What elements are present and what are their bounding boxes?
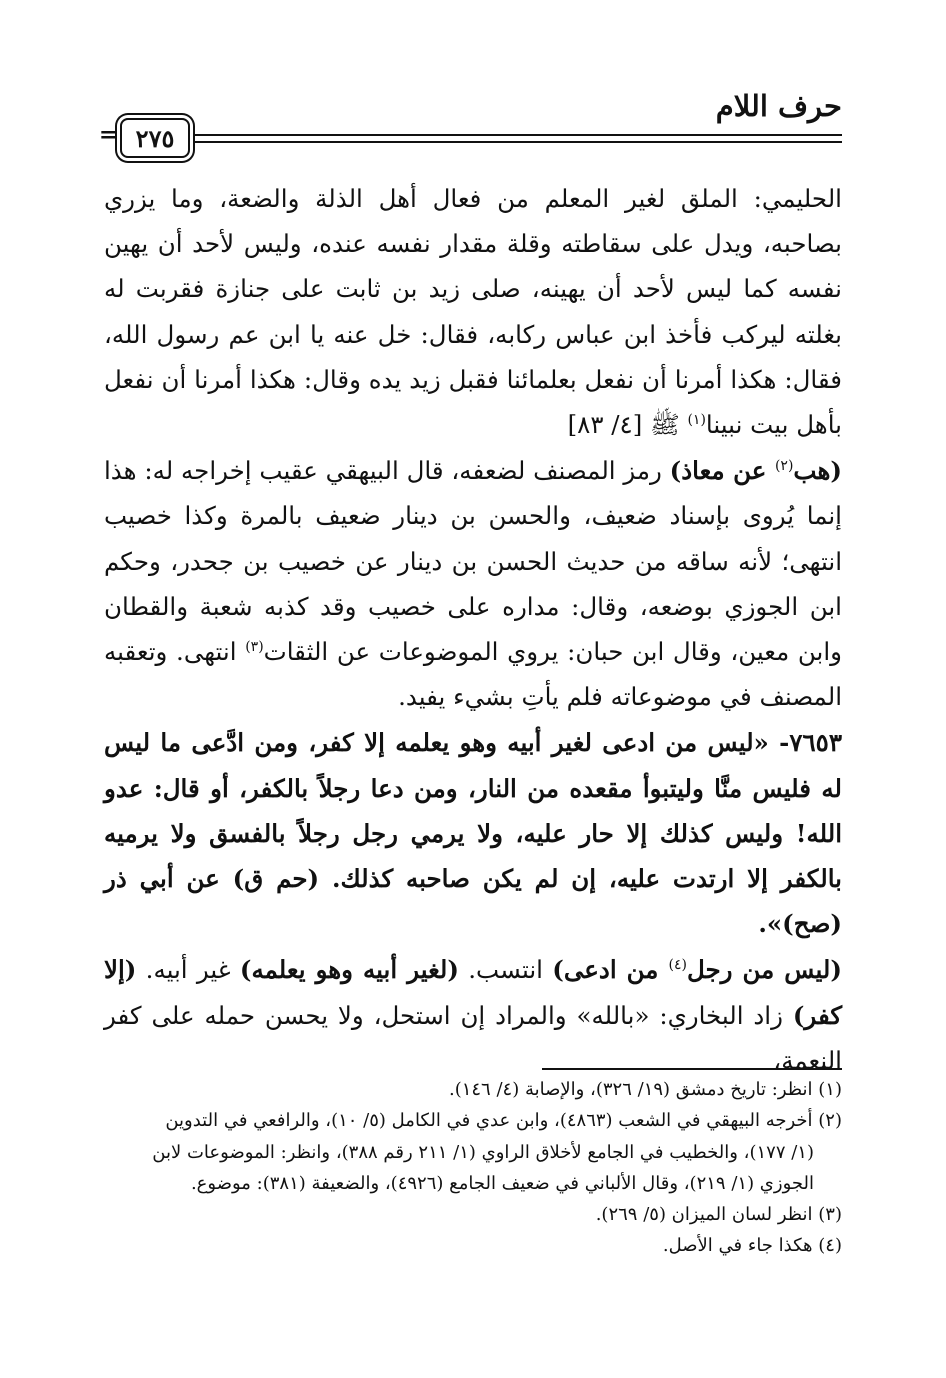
lemma-2: (لغير أبيه وهو يعلمه) [239,955,459,985]
commentary-text: رمز المصنف لضعفه، قال البيهقي عقيب إخراجه له: هذا إنما يُروى بإسناد ضعيف، والحسن بن دينار ضعيف بالمرة وكذا خصيب انتهى؛ لأنه ساقه من حديث الحسن بن دينار عن خصيب بن جحدر، وحكم ابن الجوزي بوضعه، وقال: مداره على خصيب وقد كذبه شعبة والقطان وابن معين، وقال ابن حبان: يروي الموضوعات عن الثقات [104,456,842,667]
gloss-1: انتسب. [458,955,553,985]
footnote-1: (١) انظر: تاريخ دمشق (١٩/ ٣٢٦)، والإصابة (٤/ ١٤٦). [448,1079,842,1100]
lemma-1-end: من ادعى) [552,955,669,985]
paragraph-text-end: ﷺ [٤/ ٨٣] [567,410,688,440]
hadith-7653: ٧٦٥٣- «ليس من ادعى لغير أبيه وهو يعلمه إلا كفر، ومن ادَّعى ما ليس له فليس منَّا وليتبوأ مقعده من النار، ومن دعا رجلاً بالكفر، أو قال: عدو الله! وليس كذلك إلا حار عليه، ولا يرمي رجل رجلاً بالفسق ولا يرميه بالكفر إلا ارتدت عليه، إن لم يكن صاحبه كذلك. (حم ق) عن أبي ذر (صح)». [104,728,842,939]
footnote-2: (٢) أخرجه البيهقي في الشعب (٤٨٦٣)، وابن عدي في الكامل (٥/ ١٠)، والرافعي في التدوين [165,1110,842,1132]
paragraph-halimi [104,176,842,447]
lemma-3: (إلا كفر) [104,955,842,1030]
gloss-3: زاد البخاري: «بالله» والمراد إن استحل، ولا يحسن حمله على كفر النعمة، [104,1000,842,1075]
footnote-2-cont: الجوزي (١/ ٢١٩)، وقال الألباني في ضعيف الجامع (٤٩٢٦)، والضعيفة (٣٨١): موضوع. [190,1172,814,1194]
footnote-4: (٤) هكذا جاء في الأصل. [662,1235,842,1257]
header-ornament: = [99,122,118,148]
footnote-ref-4: (٤) [668,957,687,974]
page-number: ٢٧٥ [120,118,190,158]
footnote-separator [542,1068,842,1070]
running-head-title: حرف اللام [715,89,842,123]
lemma-1: (ليس من رجل [686,955,842,985]
footnotes [104,1074,842,1262]
footnote-ref-1: (١) [687,411,706,428]
footnote-ref-3: (٣) [245,638,264,655]
header-rule [190,134,842,143]
source-name: عن معاذ) [669,456,775,486]
paragraph-explanation [104,947,842,1083]
commentary-text-end: انتهى. وتعقبه المصنف في موضوعاته فلم يأتِ بشيء يفيد. [104,637,842,712]
source-open: (هب [793,456,842,486]
footnote-3: (٣) انظر لسان الميزان (٥/ ٢٦٩). [595,1204,842,1226]
footnote-2-cont: (١/ ١٧٧)، والخطيب في الجامع لأخلاق الراوي (١/ ٢١١ رقم ٣٨٨)، وانظر: الموضوعات لابن [152,1141,814,1163]
body-text [104,176,842,1083]
gloss-2: غير أبيه. [136,955,240,985]
paragraph-text: الحليمي: الملق لغير المعلم من فعال أهل الذلة والضعة، وما يزري بصاحبه، ويدل على سقاطته وقلة مقدار نفسه عنده، وليس لأحد أن يهين نفسه كما ليس لأحد أن يهينه، صلى زيد بن ثابت على جنازة فقربت له بغلته ليركب فأخذ ابن عباس ركابه، فقال: خل عنه يا ابن عم رسول الله، فقال: هكذا أمرنا أن نفعل بعلمائنا فقبل زيد يده وقال: هكذا أمرنا أن نفعل بأهل بيت نبينا [104,184,842,440]
paragraph-commentary [104,448,842,719]
footnote-ref-2: (٢) [774,458,794,475]
